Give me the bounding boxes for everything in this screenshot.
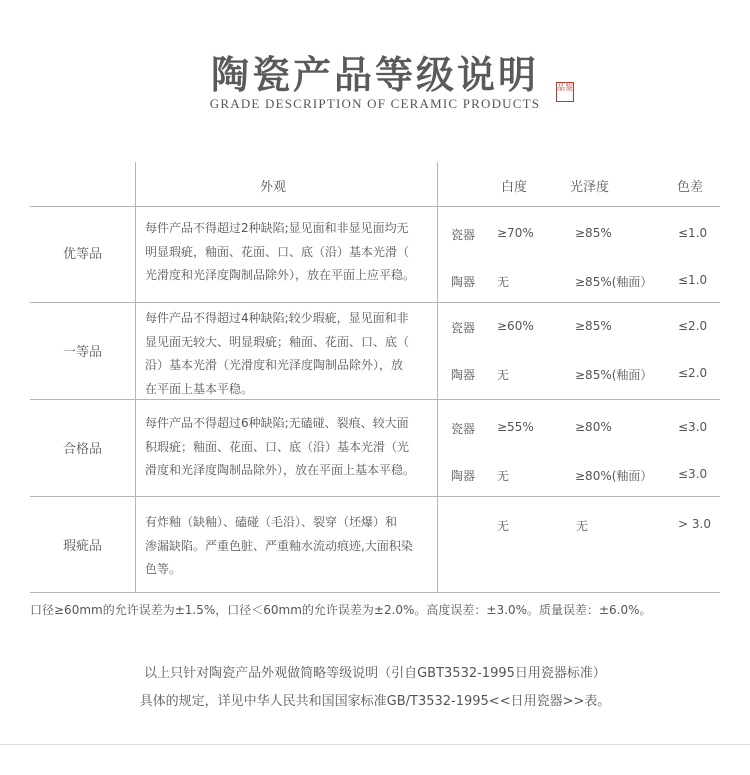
desc-line: 显见面无较大、明显瑕疵；釉面、花面、口、底（: [145, 334, 410, 349]
desc-line: 色等。: [145, 562, 182, 576]
tolerance-note: 口径≥60mm的允许误差为±1.5%，口径＜60mm的允许误差为±2.0%。高度误差：±3.0%。质量误差：±6.0%。: [30, 603, 652, 617]
color-diff-value: ≤3.0: [678, 467, 708, 481]
color-diff-value: ≤1.0: [678, 226, 708, 240]
table-divider: [30, 496, 720, 497]
header-color-diff: 色差: [677, 180, 704, 195]
color-diff-value: ≤2.0: [678, 319, 708, 333]
desc-line: 沿）基本光滑（光滑度和光泽度陶制品除外），放: [145, 358, 404, 372]
material: 瓷器: [451, 422, 476, 436]
page-subtitle: GRADE DESCRIPTION OF CERAMIC PRODUCTS: [209, 96, 541, 111]
color-diff-value: > 3.0: [678, 517, 711, 531]
grade-name: 优等品: [62, 247, 102, 262]
grade-name: 瑕疵品: [62, 539, 102, 554]
table-divider: [30, 592, 720, 593]
grade-description: [145, 511, 435, 582]
footer-line: 以上只针对陶瓷产品外观做简略等级说明（引自GBT3532-1995日用瓷器标准）: [144, 666, 606, 681]
whiteness-value: ≥60%: [497, 319, 534, 333]
whiteness-value: ≥70%: [497, 226, 534, 240]
material: 瓷器: [451, 321, 476, 335]
material: 陶器: [451, 275, 476, 289]
grade-name: 一等品: [62, 345, 102, 360]
header-appearance: 外观: [260, 180, 287, 195]
whiteness-value: 无: [497, 519, 510, 533]
page-title: 陶瓷产品等级说明: [210, 53, 539, 97]
desc-line: 每件产品不得超过2种缺陷;显见面和非显见面均无: [145, 221, 409, 235]
material: 瓷器: [451, 228, 476, 242]
desc-line: 明显瑕疵，釉面、花面、口、底（沿）基本光滑（: [145, 244, 410, 259]
whiteness-value: ≥55%: [497, 420, 534, 434]
grade-description: [145, 307, 435, 401]
desc-line: 每件产品不得超过4种缺陷;较少瑕疵，显见面和非: [145, 311, 409, 325]
color-diff-value: ≤1.0: [678, 273, 708, 287]
header-whiteness: 白度: [501, 180, 528, 195]
material: 陶器: [451, 469, 476, 483]
color-diff-value: ≤2.0: [678, 366, 708, 380]
gloss-value: ≥80%(釉面）: [575, 469, 653, 483]
table-divider: [135, 162, 136, 592]
whiteness-value: 无: [497, 469, 510, 483]
desc-line: 光滑度和光泽度陶制品除外），放在平面上应平稳。: [145, 268, 416, 282]
material: 陶器: [451, 368, 476, 382]
whiteness-value: 无: [497, 275, 510, 289]
grade-description: [145, 217, 435, 288]
seal-stamp: 品鉴: [556, 82, 574, 102]
gloss-value: ≥80%: [575, 420, 612, 434]
table-divider: [437, 162, 438, 592]
gloss-value: ≥85%(釉面）: [575, 368, 653, 382]
desc-line: 滑度和光泽度陶制品除外），放在平面上基本平稳。: [145, 463, 416, 477]
desc-line: 每件产品不得超过6种缺陷;无磕碰、裂痕、较大面: [145, 416, 409, 430]
desc-line: 有炸釉（缺釉）、磕碰（毛沿）、裂穿（坯爆）和: [145, 515, 398, 529]
header-gloss: 光泽度: [570, 180, 610, 195]
desc-line: 在平面上基本平稳。: [145, 381, 254, 396]
bottom-divider: [0, 744, 750, 745]
grade-name: 合格品: [62, 442, 102, 457]
desc-line: 积瑕疵；釉面、花面、口、底（沿）基本光滑（光: [145, 439, 410, 454]
gloss-value: ≥85%: [575, 226, 612, 240]
grade-description: [145, 412, 435, 483]
color-diff-value: ≤3.0: [678, 420, 708, 434]
desc-line: 渗漏缺陷。严重色脏、严重釉水流动痕迹,大面积染: [145, 538, 413, 553]
table-divider: [30, 206, 720, 207]
gloss-value: 无: [576, 519, 589, 533]
gloss-value: ≥85%: [575, 319, 612, 333]
table-divider: [30, 302, 720, 303]
whiteness-value: 无: [497, 368, 510, 382]
gloss-value: ≥85%(釉面）: [575, 275, 653, 289]
footer-line: 具体的规定，详见中华人民共和国国家标准GB/T3532-1995<<日用瓷器>>表。: [139, 694, 611, 709]
